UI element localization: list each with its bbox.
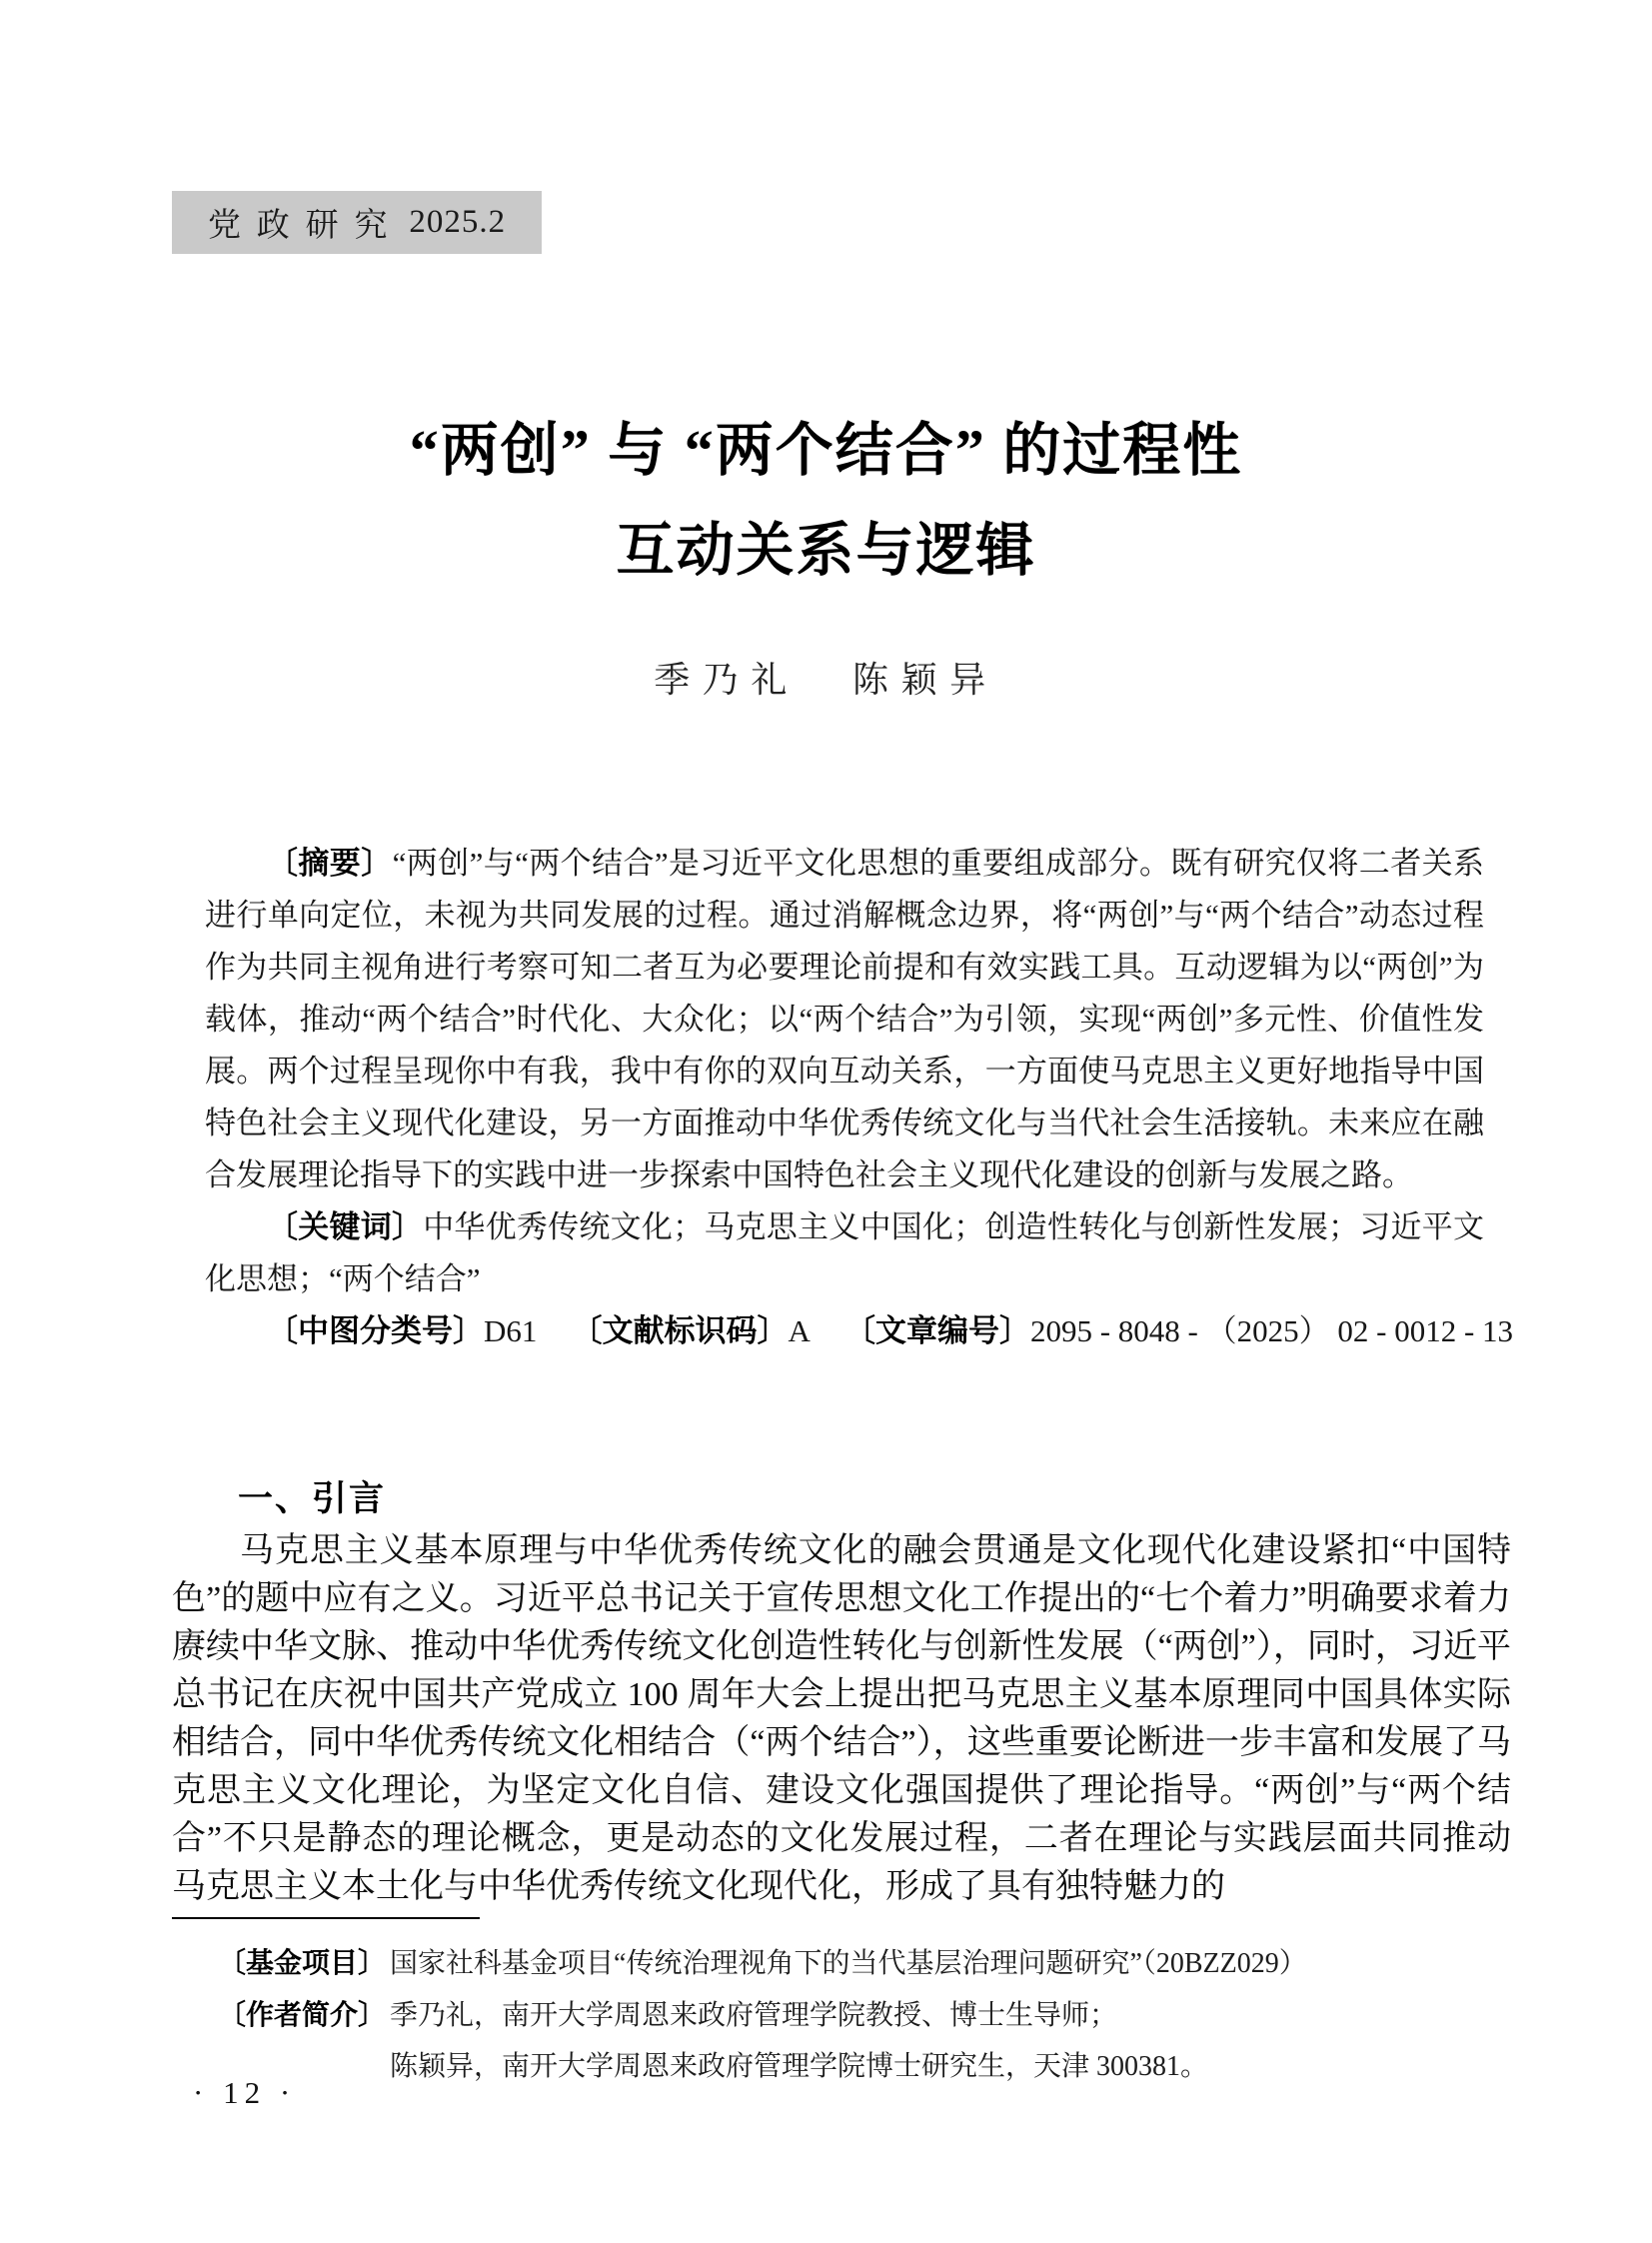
abstract-label: 〔摘要〕	[267, 846, 393, 881]
article-no-value: 2095 - 8048 - （2025） 02 - 0012 - 13	[1029, 1313, 1514, 1348]
footnote-divider	[172, 1917, 480, 1919]
doc-code-label: 〔文献标识码〕	[571, 1313, 789, 1348]
doc-code-value: A	[788, 1313, 811, 1348]
footnote-bio-line1	[218, 1989, 1477, 2041]
front-matter	[205, 838, 1514, 1357]
fund-label: 〔基金项目〕	[218, 1947, 387, 1978]
abstract-text: “两创”与“两个结合”是习近平文化思想的重要组成部分。既有研究仅将二者关系进行单向定位，未视为共同发展的过程。通过消解概念边界，将“两创”与“两个结合”动态过程作为共同主视角进行考察可知二者互为必要理论前提和有效实践工具。互动逻辑为以“两创”为载体，推动“两个结合”时代化、大众化；以“两个结合”为引领，实现“两创”多元性、价值性发展。两个过程呈现你中有我，我中有你的双向互动关系，一方面使马克思主义更好地指导中国特色社会主义现代化建设，另一方面推动中华优秀传统文化与当代社会生活接轨。未来应在融合发展理论指导下的实践中进一步探索中国特色社会主义现代化建设的创新与发展之路。	[205, 846, 1485, 1192]
keywords-text: 中华优秀传统文化；马克思主义中国化；创造性转化与创新性发展；习近平文化思想；“两个结合”	[205, 1209, 1484, 1296]
bio-text-line1: 季乃礼，南开大学周恩来政府管理学院教授、博士生导师；	[390, 2000, 1118, 2031]
keywords-label: 〔关键词〕	[267, 1209, 424, 1244]
article-no-label: 〔文章编号〕	[843, 1313, 1030, 1348]
author-name-1: 季乃礼	[654, 660, 800, 700]
article-title	[0, 415, 1652, 587]
abstract-paragraph	[205, 838, 1484, 1201]
journal-issue: 2025.2	[409, 204, 507, 240]
footnote-bio-line2: 陈颖异，南开大学周恩来政府管理学院博士研究生，天津 300381。	[390, 2051, 1209, 2082]
fund-text: 国家社科基金项目“传统治理视角下的当代基层治理问题研究”（20BZZ029）	[390, 1948, 1307, 1979]
section-heading-intro: 一、引言	[238, 1479, 387, 1518]
classification-line	[205, 1305, 1514, 1357]
bio-label: 〔作者简介〕	[218, 1999, 387, 2030]
intro-paragraph: 马克思主义基本原理与中华优秀传统文化的融会贯通是文化现代化建设紧扣“中国特色”的题中应有之义。习近平总书记关于宣传思想文化工作提出的“七个着力”明确要求着力赓续中华文脉、推动中华优秀传统文化创造性转化与创新性发展（“两创”），同时，习近平总书记在庆祝中国共产党成立 100 周年大会上提出把马克思主义基本原理同中国具体实际相结合，同中华优秀传统文化相结合（“两个结合”），这些重要论断进一步丰富和发展了马克思主义文化理论，为坚定文化自信、建设文化强国提供了理论指导。“两创”与“两个结合”不只是静态的理论概念，更是动态的文化发展过程，二者在理论与实践层面共同推动马克思主义本土化与中华优秀传统文化现代化，形成了具有独特魅力的	[172, 1532, 1511, 1905]
page-number: · 12 ·	[193, 2075, 297, 2110]
author-line	[0, 652, 1652, 703]
article-title-line1: “两创” 与 “两个结合” 的过程性	[409, 418, 1243, 483]
keywords-paragraph	[205, 1201, 1484, 1305]
footnote-fund	[218, 1937, 1477, 1989]
clc-value: D61	[484, 1313, 538, 1348]
author-name-2: 陈颖异	[852, 660, 998, 700]
journal-header-badge	[172, 191, 542, 254]
article-title-line2: 互动关系与逻辑	[616, 518, 1036, 583]
clc-label: 〔中图分类号〕	[267, 1313, 484, 1348]
footnotes	[218, 1937, 1477, 2092]
journal-name: 党政研究	[207, 208, 404, 244]
